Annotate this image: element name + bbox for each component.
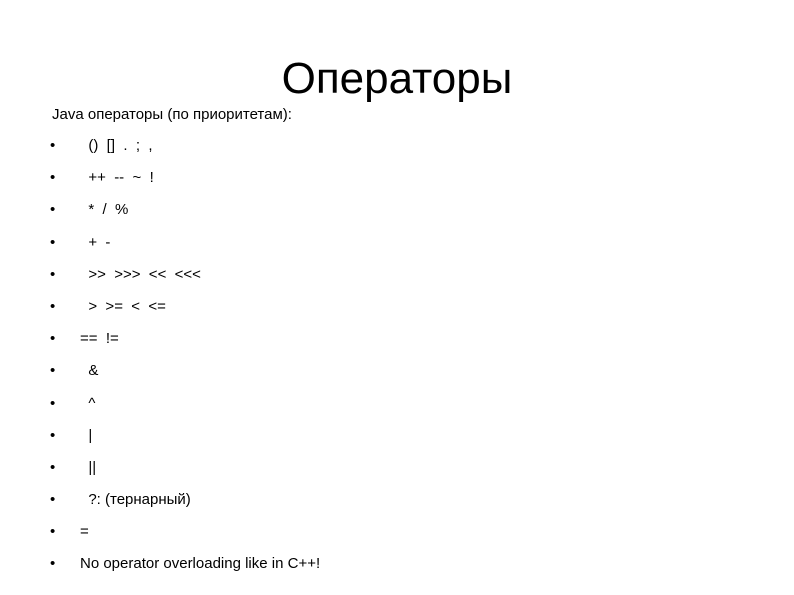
list-item-text: | — [80, 426, 93, 444]
bullet: • — [50, 523, 56, 541]
bullet: • — [50, 458, 56, 476]
list-item-text: || — [80, 458, 97, 476]
bullet: • — [50, 426, 56, 444]
bullet: • — [50, 201, 56, 219]
list-item-text: >> >>> << <<< — [80, 265, 201, 283]
bullet: • — [50, 362, 56, 380]
list-item-text: No operator overloading like in C++! — [80, 555, 321, 573]
list-item-text: + - — [80, 233, 111, 251]
list-item-text: ?: (тернарный) — [80, 491, 191, 509]
bullet: • — [50, 137, 56, 154]
bullet: • — [50, 265, 56, 283]
bullet: • — [50, 233, 56, 251]
list-item-text: () [] . ; , — [80, 137, 153, 154]
list-item-text: ++ -- ~ ! — [80, 169, 154, 187]
bullet: • — [50, 491, 56, 509]
bullet: • — [50, 297, 56, 315]
list-item-text: = — [80, 523, 89, 541]
bullet: • — [50, 330, 56, 348]
slide-title: Операторы — [281, 54, 513, 103]
list-item-text: & — [80, 362, 99, 380]
bullet: • — [50, 555, 56, 573]
intro-text: Java операторы (по приоритетам): — [52, 106, 292, 123]
bullet: • — [50, 169, 56, 187]
list-item-text: ^ — [80, 394, 96, 412]
list-item-text: > >= < <= — [80, 297, 166, 315]
list-item-text: * / % — [80, 201, 129, 219]
bullet: • — [50, 394, 56, 412]
list-item-text: == != — [80, 330, 119, 348]
